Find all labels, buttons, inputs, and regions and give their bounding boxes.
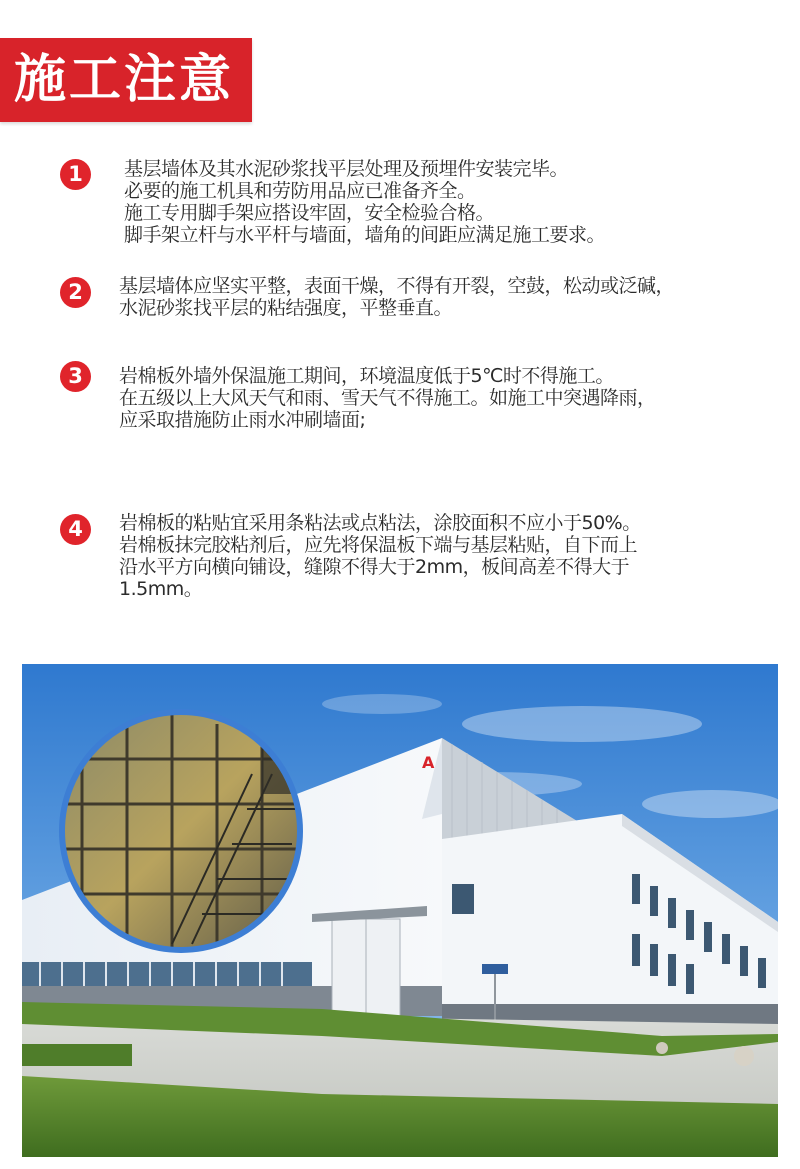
number-badge-1: 1	[60, 159, 91, 190]
note-line: 1.5mm。	[119, 578, 203, 600]
note-line: 应采取措施防止雨水冲刷墙面;	[119, 409, 366, 431]
factory-building-photo	[22, 664, 778, 1157]
note-line: 在五级以上大风天气和雨、雪天气不得施工。如施工中突遇降雨，	[119, 387, 656, 409]
note-text-1	[124, 158, 800, 246]
note-line: 基层墙体应坚实平整，表面干燥，不得有开裂，空鼓，松动或泛碱，	[119, 275, 675, 297]
note-line: 沿水平方向横向铺设，缝隙不得大于2mm，板间高差不得大于	[119, 556, 630, 578]
note-text-4	[119, 512, 799, 600]
note-line: 施工专用脚手架应搭设牢固，安全检验合格。	[124, 202, 495, 224]
note-line: 水泥砂浆找平层的粘结强度，平整垂直。	[119, 297, 453, 319]
note-text-2	[119, 275, 799, 319]
note-text-3	[119, 365, 799, 431]
note-line: 岩棉板外墙外保温施工期间，环境温度低于5℃时不得施工。	[119, 365, 614, 387]
note-line: 基层墙体及其水泥砂浆找平层处理及预埋件安装完毕。	[124, 158, 569, 180]
section-title: 施工注意	[14, 50, 235, 110]
number-badge-4: 4	[60, 514, 91, 545]
note-line: 岩棉板的粘贴宜采用条粘法或点粘法，涂胶面积不应小于50%。	[119, 512, 641, 534]
number-badge-3: 3	[60, 361, 91, 392]
section-title-banner	[0, 38, 252, 122]
building-sign: A	[422, 753, 435, 772]
note-line: 必要的施工机具和劳防用品应已准备齐全。	[124, 180, 476, 202]
number-badge-2: 2	[60, 277, 91, 308]
note-line: 脚手架立杆与水平杆与墙面，墙角的间距应满足施工要求。	[124, 224, 606, 246]
note-line: 岩棉板抹完胶粘剂后，应先将保温板下端与基层粘贴，自下而上	[119, 534, 638, 556]
